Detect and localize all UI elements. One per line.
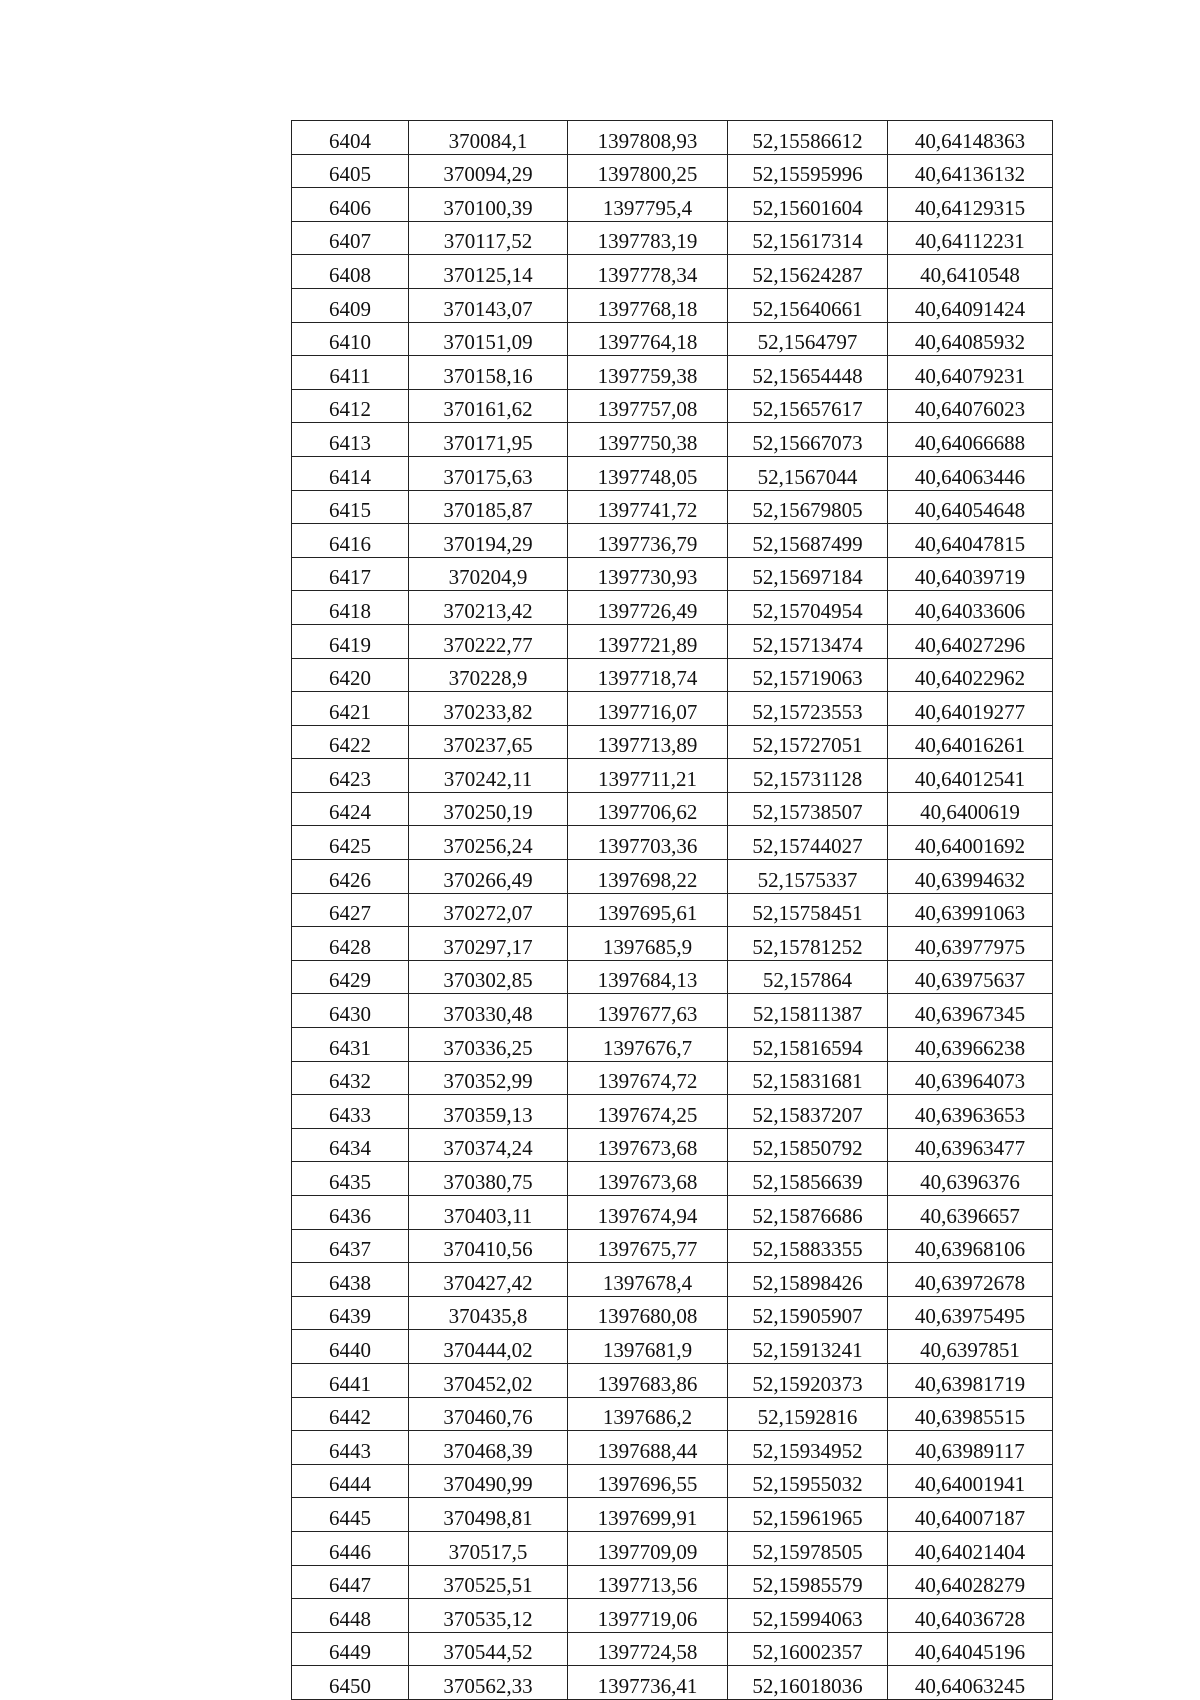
- point-number-cell: 6436: [292, 1196, 409, 1230]
- x-coordinate-cell: 370266,49: [409, 860, 568, 894]
- y-coordinate-cell: 1397719,06: [568, 1599, 728, 1633]
- point-number-cell: 6419: [292, 624, 409, 658]
- point-number-cell: 6417: [292, 557, 409, 591]
- latitude-cell: 52,15727051: [728, 725, 888, 759]
- table-row: [292, 1666, 1053, 1700]
- longitude-cell: 40,64047815: [888, 524, 1053, 558]
- table-row: [292, 1196, 1053, 1230]
- y-coordinate-cell: 1397678,4: [568, 1263, 728, 1297]
- latitude-cell: 52,15601604: [728, 188, 888, 222]
- latitude-cell: 52,15856639: [728, 1162, 888, 1196]
- latitude-cell: 52,15955032: [728, 1464, 888, 1498]
- table-row: [292, 658, 1053, 692]
- y-coordinate-cell: 1397685,9: [568, 927, 728, 961]
- y-coordinate-cell: 1397699,91: [568, 1498, 728, 1532]
- x-coordinate-cell: 370125,14: [409, 255, 568, 289]
- point-number-cell: 6415: [292, 490, 409, 524]
- longitude-cell: 40,63991063: [888, 893, 1053, 927]
- x-coordinate-cell: 370222,77: [409, 624, 568, 658]
- latitude-cell: 52,15920373: [728, 1363, 888, 1397]
- table-row: [292, 1095, 1053, 1129]
- longitude-cell: 40,63968106: [888, 1229, 1053, 1263]
- table-row: [292, 1296, 1053, 1330]
- point-number-cell: 6409: [292, 288, 409, 322]
- x-coordinate-cell: 370272,07: [409, 893, 568, 927]
- latitude-cell: 52,15738507: [728, 792, 888, 826]
- table-row: [292, 557, 1053, 591]
- y-coordinate-cell: 1397686,2: [568, 1397, 728, 1431]
- point-number-cell: 6428: [292, 927, 409, 961]
- coordinates-table: [291, 120, 1053, 1700]
- point-number-cell: 6449: [292, 1632, 409, 1666]
- point-number-cell: 6427: [292, 893, 409, 927]
- point-number-cell: 6425: [292, 826, 409, 860]
- y-coordinate-cell: 1397730,93: [568, 557, 728, 591]
- longitude-cell: 40,63994632: [888, 860, 1053, 894]
- table-row: [292, 927, 1053, 961]
- x-coordinate-cell: 370117,52: [409, 221, 568, 255]
- table-row: [292, 188, 1053, 222]
- table-row: [292, 1162, 1053, 1196]
- latitude-cell: 52,1575337: [728, 860, 888, 894]
- longitude-cell: 40,64022962: [888, 658, 1053, 692]
- longitude-cell: 40,63964073: [888, 1061, 1053, 1095]
- point-number-cell: 6408: [292, 255, 409, 289]
- y-coordinate-cell: 1397673,68: [568, 1128, 728, 1162]
- y-coordinate-cell: 1397696,55: [568, 1464, 728, 1498]
- latitude-cell: 52,15744027: [728, 826, 888, 860]
- y-coordinate-cell: 1397676,7: [568, 1028, 728, 1062]
- y-coordinate-cell: 1397778,34: [568, 255, 728, 289]
- table-row: [292, 893, 1053, 927]
- table-row: [292, 1330, 1053, 1364]
- y-coordinate-cell: 1397724,58: [568, 1632, 728, 1666]
- y-coordinate-cell: 1397709,09: [568, 1531, 728, 1565]
- y-coordinate-cell: 1397698,22: [568, 860, 728, 894]
- point-number-cell: 6418: [292, 591, 409, 625]
- latitude-cell: 52,15719063: [728, 658, 888, 692]
- longitude-cell: 40,63963653: [888, 1095, 1053, 1129]
- latitude-cell: 52,15837207: [728, 1095, 888, 1129]
- table-row: [292, 356, 1053, 390]
- table-row: [292, 1632, 1053, 1666]
- longitude-cell: 40,63989117: [888, 1431, 1053, 1465]
- y-coordinate-cell: 1397675,77: [568, 1229, 728, 1263]
- longitude-cell: 40,6396657: [888, 1196, 1053, 1230]
- latitude-cell: 52,15985579: [728, 1565, 888, 1599]
- coordinates-table-body: [292, 121, 1053, 1700]
- y-coordinate-cell: 1397684,13: [568, 960, 728, 994]
- x-coordinate-cell: 370544,52: [409, 1632, 568, 1666]
- latitude-cell: 52,15657617: [728, 389, 888, 423]
- longitude-cell: 40,64148363: [888, 121, 1053, 155]
- point-number-cell: 6434: [292, 1128, 409, 1162]
- x-coordinate-cell: 370204,9: [409, 557, 568, 591]
- y-coordinate-cell: 1397674,25: [568, 1095, 728, 1129]
- table-row: [292, 860, 1053, 894]
- longitude-cell: 40,64027296: [888, 624, 1053, 658]
- y-coordinate-cell: 1397673,68: [568, 1162, 728, 1196]
- table-row: [292, 389, 1053, 423]
- x-coordinate-cell: 370161,62: [409, 389, 568, 423]
- latitude-cell: 52,15883355: [728, 1229, 888, 1263]
- table-row: [292, 994, 1053, 1028]
- table-row: [292, 423, 1053, 457]
- table-row: [292, 1061, 1053, 1095]
- latitude-cell: 52,15905907: [728, 1296, 888, 1330]
- latitude-cell: 52,15654448: [728, 356, 888, 390]
- point-number-cell: 6429: [292, 960, 409, 994]
- table-row: [292, 1363, 1053, 1397]
- table-row: [292, 1028, 1053, 1062]
- longitude-cell: 40,64039719: [888, 557, 1053, 591]
- y-coordinate-cell: 1397721,89: [568, 624, 728, 658]
- table-row: [292, 154, 1053, 188]
- longitude-cell: 40,63966238: [888, 1028, 1053, 1062]
- y-coordinate-cell: 1397674,94: [568, 1196, 728, 1230]
- x-coordinate-cell: 370171,95: [409, 423, 568, 457]
- latitude-cell: 52,1567044: [728, 456, 888, 490]
- y-coordinate-cell: 1397800,25: [568, 154, 728, 188]
- longitude-cell: 40,63963477: [888, 1128, 1053, 1162]
- y-coordinate-cell: 1397726,49: [568, 591, 728, 625]
- latitude-cell: 52,15731128: [728, 759, 888, 793]
- x-coordinate-cell: 370175,63: [409, 456, 568, 490]
- longitude-cell: 40,63977975: [888, 927, 1053, 961]
- y-coordinate-cell: 1397768,18: [568, 288, 728, 322]
- latitude-cell: 52,15758451: [728, 893, 888, 927]
- y-coordinate-cell: 1397695,61: [568, 893, 728, 927]
- table-row: [292, 1229, 1053, 1263]
- longitude-cell: 40,64028279: [888, 1565, 1053, 1599]
- x-coordinate-cell: 370374,24: [409, 1128, 568, 1162]
- point-number-cell: 6432: [292, 1061, 409, 1095]
- table-row: [292, 255, 1053, 289]
- y-coordinate-cell: 1397703,36: [568, 826, 728, 860]
- point-number-cell: 6412: [292, 389, 409, 423]
- x-coordinate-cell: 370380,75: [409, 1162, 568, 1196]
- point-number-cell: 6440: [292, 1330, 409, 1364]
- y-coordinate-cell: 1397688,44: [568, 1431, 728, 1465]
- table-row: [292, 792, 1053, 826]
- latitude-cell: 52,16018036: [728, 1666, 888, 1700]
- longitude-cell: 40,63972678: [888, 1263, 1053, 1297]
- longitude-cell: 40,63967345: [888, 994, 1053, 1028]
- table-row: [292, 121, 1053, 155]
- longitude-cell: 40,64007187: [888, 1498, 1053, 1532]
- point-number-cell: 6439: [292, 1296, 409, 1330]
- y-coordinate-cell: 1397683,86: [568, 1363, 728, 1397]
- table-row: [292, 1263, 1053, 1297]
- x-coordinate-cell: 370490,99: [409, 1464, 568, 1498]
- y-coordinate-cell: 1397706,62: [568, 792, 728, 826]
- table-row: [292, 288, 1053, 322]
- y-coordinate-cell: 1397750,38: [568, 423, 728, 457]
- latitude-cell: 52,16002357: [728, 1632, 888, 1666]
- latitude-cell: 52,15713474: [728, 624, 888, 658]
- table-row: [292, 692, 1053, 726]
- table-row: [292, 759, 1053, 793]
- point-number-cell: 6426: [292, 860, 409, 894]
- point-number-cell: 6435: [292, 1162, 409, 1196]
- x-coordinate-cell: 370100,39: [409, 188, 568, 222]
- latitude-cell: 52,15687499: [728, 524, 888, 558]
- table-row: [292, 1464, 1053, 1498]
- table-row: [292, 1397, 1053, 1431]
- latitude-cell: 52,15723553: [728, 692, 888, 726]
- longitude-cell: 40,64076023: [888, 389, 1053, 423]
- x-coordinate-cell: 370435,8: [409, 1296, 568, 1330]
- latitude-cell: 52,1564797: [728, 322, 888, 356]
- point-number-cell: 6443: [292, 1431, 409, 1465]
- table-row: [292, 591, 1053, 625]
- x-coordinate-cell: 370336,25: [409, 1028, 568, 1062]
- latitude-cell: 52,15697184: [728, 557, 888, 591]
- x-coordinate-cell: 370468,39: [409, 1431, 568, 1465]
- longitude-cell: 40,6410548: [888, 255, 1053, 289]
- x-coordinate-cell: 370158,16: [409, 356, 568, 390]
- y-coordinate-cell: 1397713,56: [568, 1565, 728, 1599]
- latitude-cell: 52,1592816: [728, 1397, 888, 1431]
- y-coordinate-cell: 1397736,41: [568, 1666, 728, 1700]
- x-coordinate-cell: 370250,19: [409, 792, 568, 826]
- point-number-cell: 6444: [292, 1464, 409, 1498]
- point-number-cell: 6416: [292, 524, 409, 558]
- x-coordinate-cell: 370535,12: [409, 1599, 568, 1633]
- table-row: [292, 1128, 1053, 1162]
- longitude-cell: 40,64001692: [888, 826, 1053, 860]
- longitude-cell: 40,64019277: [888, 692, 1053, 726]
- longitude-cell: 40,63975637: [888, 960, 1053, 994]
- x-coordinate-cell: 370233,82: [409, 692, 568, 726]
- y-coordinate-cell: 1397674,72: [568, 1061, 728, 1095]
- point-number-cell: 6405: [292, 154, 409, 188]
- x-coordinate-cell: 370410,56: [409, 1229, 568, 1263]
- longitude-cell: 40,6396376: [888, 1162, 1053, 1196]
- longitude-cell: 40,64036728: [888, 1599, 1053, 1633]
- x-coordinate-cell: 370094,29: [409, 154, 568, 188]
- x-coordinate-cell: 370151,09: [409, 322, 568, 356]
- point-number-cell: 6423: [292, 759, 409, 793]
- point-number-cell: 6420: [292, 658, 409, 692]
- table-row: [292, 322, 1053, 356]
- y-coordinate-cell: 1397759,38: [568, 356, 728, 390]
- x-coordinate-cell: 370359,13: [409, 1095, 568, 1129]
- longitude-cell: 40,64091424: [888, 288, 1053, 322]
- table-row: [292, 960, 1053, 994]
- latitude-cell: 52,15667073: [728, 423, 888, 457]
- table-row: [292, 456, 1053, 490]
- latitude-cell: 52,15994063: [728, 1599, 888, 1633]
- latitude-cell: 52,15624287: [728, 255, 888, 289]
- x-coordinate-cell: 370460,76: [409, 1397, 568, 1431]
- longitude-cell: 40,64001941: [888, 1464, 1053, 1498]
- longitude-cell: 40,63975495: [888, 1296, 1053, 1330]
- latitude-cell: 52,15811387: [728, 994, 888, 1028]
- table-row: [292, 1565, 1053, 1599]
- longitude-cell: 40,64085932: [888, 322, 1053, 356]
- x-coordinate-cell: 370427,42: [409, 1263, 568, 1297]
- x-coordinate-cell: 370143,07: [409, 288, 568, 322]
- point-number-cell: 6450: [292, 1666, 409, 1700]
- point-number-cell: 6413: [292, 423, 409, 457]
- point-number-cell: 6414: [292, 456, 409, 490]
- table-row: [292, 524, 1053, 558]
- x-coordinate-cell: 370562,33: [409, 1666, 568, 1700]
- longitude-cell: 40,63981719: [888, 1363, 1053, 1397]
- y-coordinate-cell: 1397736,79: [568, 524, 728, 558]
- latitude-cell: 52,15586612: [728, 121, 888, 155]
- point-number-cell: 6431: [292, 1028, 409, 1062]
- latitude-cell: 52,15640661: [728, 288, 888, 322]
- y-coordinate-cell: 1397808,93: [568, 121, 728, 155]
- y-coordinate-cell: 1397711,21: [568, 759, 728, 793]
- y-coordinate-cell: 1397783,19: [568, 221, 728, 255]
- latitude-cell: 52,15961965: [728, 1498, 888, 1532]
- table-row: [292, 1599, 1053, 1633]
- y-coordinate-cell: 1397680,08: [568, 1296, 728, 1330]
- point-number-cell: 6438: [292, 1263, 409, 1297]
- point-number-cell: 6410: [292, 322, 409, 356]
- point-number-cell: 6447: [292, 1565, 409, 1599]
- y-coordinate-cell: 1397764,18: [568, 322, 728, 356]
- table-row: [292, 1431, 1053, 1465]
- longitude-cell: 40,64033606: [888, 591, 1053, 625]
- x-coordinate-cell: 370498,81: [409, 1498, 568, 1532]
- longitude-cell: 40,64012541: [888, 759, 1053, 793]
- longitude-cell: 40,64054648: [888, 490, 1053, 524]
- x-coordinate-cell: 370302,85: [409, 960, 568, 994]
- longitude-cell: 40,64136132: [888, 154, 1053, 188]
- y-coordinate-cell: 1397748,05: [568, 456, 728, 490]
- x-coordinate-cell: 370297,17: [409, 927, 568, 961]
- x-coordinate-cell: 370256,24: [409, 826, 568, 860]
- y-coordinate-cell: 1397681,9: [568, 1330, 728, 1364]
- point-number-cell: 6407: [292, 221, 409, 255]
- longitude-cell: 40,6400619: [888, 792, 1053, 826]
- latitude-cell: 52,15876686: [728, 1196, 888, 1230]
- longitude-cell: 40,6397851: [888, 1330, 1053, 1364]
- latitude-cell: 52,15617314: [728, 221, 888, 255]
- latitude-cell: 52,15978505: [728, 1531, 888, 1565]
- y-coordinate-cell: 1397757,08: [568, 389, 728, 423]
- longitude-cell: 40,64063446: [888, 456, 1053, 490]
- y-coordinate-cell: 1397713,89: [568, 725, 728, 759]
- longitude-cell: 40,64021404: [888, 1531, 1053, 1565]
- x-coordinate-cell: 370237,65: [409, 725, 568, 759]
- point-number-cell: 6448: [292, 1599, 409, 1633]
- point-number-cell: 6424: [292, 792, 409, 826]
- longitude-cell: 40,64112231: [888, 221, 1053, 255]
- latitude-cell: 52,15595996: [728, 154, 888, 188]
- document-page: [291, 120, 1052, 1700]
- latitude-cell: 52,157864: [728, 960, 888, 994]
- latitude-cell: 52,15898426: [728, 1263, 888, 1297]
- point-number-cell: 6404: [292, 121, 409, 155]
- x-coordinate-cell: 370228,9: [409, 658, 568, 692]
- longitude-cell: 40,64016261: [888, 725, 1053, 759]
- table-row: [292, 1531, 1053, 1565]
- point-number-cell: 6406: [292, 188, 409, 222]
- y-coordinate-cell: 1397718,74: [568, 658, 728, 692]
- y-coordinate-cell: 1397795,4: [568, 188, 728, 222]
- table-row: [292, 624, 1053, 658]
- latitude-cell: 52,15934952: [728, 1431, 888, 1465]
- latitude-cell: 52,15850792: [728, 1128, 888, 1162]
- point-number-cell: 6441: [292, 1363, 409, 1397]
- latitude-cell: 52,15831681: [728, 1061, 888, 1095]
- table-row: [292, 490, 1053, 524]
- point-number-cell: 6422: [292, 725, 409, 759]
- longitude-cell: 40,64079231: [888, 356, 1053, 390]
- latitude-cell: 52,15816594: [728, 1028, 888, 1062]
- x-coordinate-cell: 370525,51: [409, 1565, 568, 1599]
- latitude-cell: 52,15781252: [728, 927, 888, 961]
- x-coordinate-cell: 370403,11: [409, 1196, 568, 1230]
- y-coordinate-cell: 1397677,63: [568, 994, 728, 1028]
- x-coordinate-cell: 370452,02: [409, 1363, 568, 1397]
- x-coordinate-cell: 370185,87: [409, 490, 568, 524]
- latitude-cell: 52,15704954: [728, 591, 888, 625]
- x-coordinate-cell: 370194,29: [409, 524, 568, 558]
- latitude-cell: 52,15913241: [728, 1330, 888, 1364]
- longitude-cell: 40,64066688: [888, 423, 1053, 457]
- longitude-cell: 40,64045196: [888, 1632, 1053, 1666]
- latitude-cell: 52,15679805: [728, 490, 888, 524]
- y-coordinate-cell: 1397716,07: [568, 692, 728, 726]
- x-coordinate-cell: 370084,1: [409, 121, 568, 155]
- longitude-cell: 40,64129315: [888, 188, 1053, 222]
- table-row: [292, 1498, 1053, 1532]
- x-coordinate-cell: 370444,02: [409, 1330, 568, 1364]
- point-number-cell: 6437: [292, 1229, 409, 1263]
- table-row: [292, 221, 1053, 255]
- point-number-cell: 6430: [292, 994, 409, 1028]
- x-coordinate-cell: 370517,5: [409, 1531, 568, 1565]
- table-row: [292, 725, 1053, 759]
- y-coordinate-cell: 1397741,72: [568, 490, 728, 524]
- x-coordinate-cell: 370242,11: [409, 759, 568, 793]
- longitude-cell: 40,64063245: [888, 1666, 1053, 1700]
- point-number-cell: 6445: [292, 1498, 409, 1532]
- point-number-cell: 6433: [292, 1095, 409, 1129]
- point-number-cell: 6446: [292, 1531, 409, 1565]
- longitude-cell: 40,63985515: [888, 1397, 1053, 1431]
- x-coordinate-cell: 370330,48: [409, 994, 568, 1028]
- x-coordinate-cell: 370352,99: [409, 1061, 568, 1095]
- table-row: [292, 826, 1053, 860]
- point-number-cell: 6411: [292, 356, 409, 390]
- point-number-cell: 6421: [292, 692, 409, 726]
- x-coordinate-cell: 370213,42: [409, 591, 568, 625]
- point-number-cell: 6442: [292, 1397, 409, 1431]
